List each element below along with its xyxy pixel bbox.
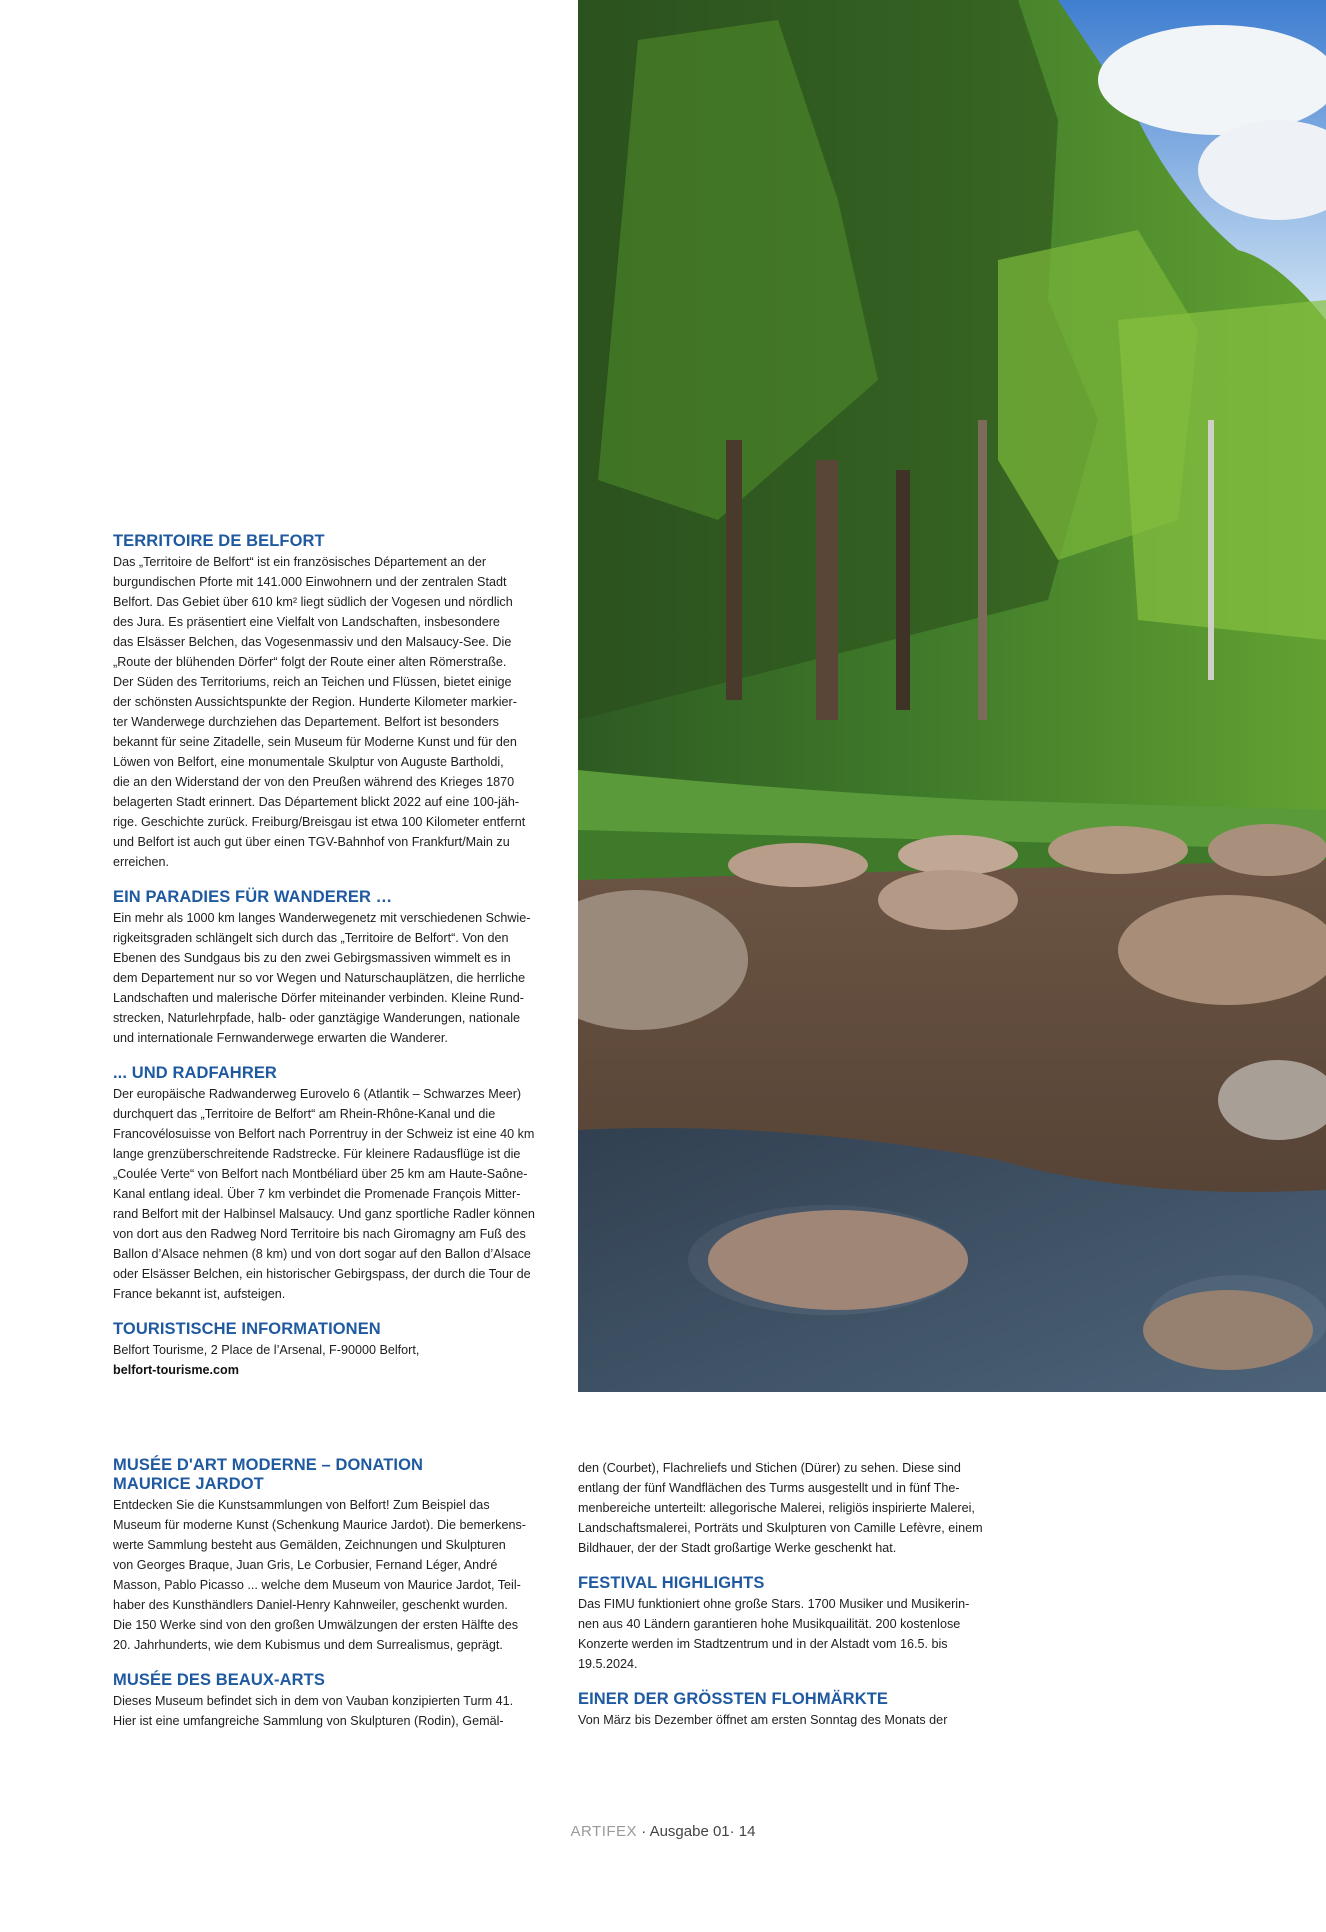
text-flohmarkt: Von März bis Dezember öffnet am ersten Sonntag des Monats der	[578, 1713, 948, 1727]
lower-left-column	[113, 1456, 573, 1747]
heading-festival: FESTIVAL HIGHLIGHTS	[578, 1574, 765, 1592]
link-belfort-tourisme[interactable]: belfort-tourisme.com	[113, 1363, 239, 1377]
section-territoire	[113, 532, 573, 872]
text-festival: Das FIMU funktioniert ohne große Stars. 1700 Musiker und Musikerin- nen aus 40 Ländern garantieren hohe Musikquailität. 200 kostenlose Konzerte werden im Stadtzentrum und in der Alstadt vom 16.5. bis 19.5.2024.	[578, 1597, 970, 1671]
footer-issue: · Ausgabe 01· 14	[641, 1823, 756, 1840]
heading-beaux-arts: MUSÉE DES BEAUX-ARTS	[113, 1671, 325, 1689]
text-wanderer: Ein mehr als 1000 km langes Wanderwegenetz mit verschiedenen Schwie- rigkeitsgraden schlängelt sich durch das „Territoire de Belfort“. Von den Ebenen des Sundgaus bis zu den zwei Gebirgsmassiven wimmelt es in dem Departement nur so vor Wegen und Naturschauplätzen, die herrliche Landschaften und malerische Dörfer miteinander verbinden. Kleine Rund- strecken, Naturlehrpfade, halb- oder ganztägige Wanderungen, nationale und internationale Fernwanderwege erwarten die Wanderer.	[113, 911, 531, 1045]
heading-musee-moderne-line1: MUSÉE D'ART MODERNE – DONATION	[113, 1456, 424, 1474]
heading-touristik: TOURISTISCHE INFORMATIONEN	[113, 1320, 381, 1338]
section-wanderer	[113, 888, 573, 1048]
heading-wanderer: EIN PARADIES FÜR WANDERER …	[113, 888, 393, 906]
section-beaux-arts	[113, 1671, 573, 1731]
section-flohmarkt	[578, 1690, 1038, 1730]
lower-right-column	[578, 1458, 1038, 1746]
heading-radfahrer: ... UND RADFAHRER	[113, 1064, 277, 1082]
upper-article-column	[113, 532, 573, 1396]
text-touristik: Belfort Tourisme, 2 Place de l’Arsenal, F-90000 Belfort,	[113, 1343, 420, 1357]
text-beaux-arts-continued: den (Courbet), Flachreliefs und Stichen (Dürer) zu sehen. Diese sind entlang der fünf Wandflächen des Turms ausgestellt und in fünf The- menbereiche unterteilt: allegorische Malerei, religiös inspirierte Malerei, Landschaftsmalerei, Porträts und Skulpturen von Camille Lefèvre, einem Bildhauer, der der Stadt großartige Werke geschenkt hat.	[578, 1461, 983, 1555]
section-festival	[578, 1574, 1038, 1674]
section-beaux-arts-continued	[578, 1458, 1038, 1558]
heading-flohmarkt: EINER DER GRÖSSTEN FLOHMÄRKTE	[578, 1690, 888, 1708]
text-territoire: Das „Territoire de Belfort“ ist ein französisches Département an der burgundischen Pforte mit 141.000 Einwohnern und der zentralen Stadt Belfort. Das Gebiet über 610 km² liegt südlich der Vogesen und nördlich des Jura. Es präsentiert eine Vielfalt von Landschaften, insbesondere das Elsässer Belchen, das Vogesenmassiv und den Malsaucy-See. Die „Route der blühenden Dörfer“ folgt der Route einer alten Römerstraße. Der Süden des Territoriums, reich an Teichen und Flüssen, bietet einige der schönsten Aussichtspunkte der Region. Hunderte Kilometer markier- ter Wanderwege durchziehen das Departement. Belfort ist besonders bekannt für seine Zitadelle, sein Museum für Moderne Kunst und für den Löwen von Belfort, eine monumentale Skulptur von Auguste Bartholdi, die an den Widerstand der von den Preußen während des Krieges 1870 belagerten Stadt erinnert. Das Département blickt 2022 auf eine 100-jäh- rige. Geschichte zurück. Freiburg/Breisgau ist etwa 100 Kilometer entfernt und Belfort ist auch gut über einen TGV-Bahnhof von Frankfurt/Main zu erreichen.	[113, 555, 526, 869]
heading-musee-moderne-line2: MAURICE JARDOT	[113, 1475, 264, 1493]
footer-brand: ARTIFEX	[570, 1823, 638, 1840]
text-beaux-arts: Dieses Museum befindet sich in dem von Vauban konzipierten Turm 41. Hier ist eine umfangreiche Sammlung von Skulpturen (Rodin), Gemäl-	[113, 1694, 514, 1728]
heading-territoire: TERRITOIRE DE BELFORT	[113, 532, 325, 550]
text-radfahrer: Der europäische Radwanderweg Eurovelo 6 (Atlantik – Schwarzes Meer) durchquert das „Territoire de Belfort“ am Rhein-Rhône-Kanal und die Francovélosuisse von Belfort nach Porrentruy in der Schweiz ist eine 40 km lange grenzüberschreitende Radstrecke. Für kleinere Radausflüge ist die „Coulée Verte“ von Belfort nach Montbéliard über 25 km am Haute-Saône- Kanal entlang ideal. Über 7 km verbindet die Promenade François Mitter- rand Belfort mit der Halbinsel Malsaucy. Und ganz sportliche Radler können von dort aus den Radweg Nord Territoire bis nach Giromagny am Fuß des Ballon d’Alsace nehmen (8 km) und von dort sogar auf den Ballon d’Alsace oder Elsässer Belchen, ein historischer Gebirgspass, der durch die Tour de France bekannt ist, aufsteigen.	[113, 1087, 535, 1301]
section-touristik	[113, 1320, 573, 1380]
text-musee-moderne: Entdecken Sie die Kunstsammlungen von Belfort! Zum Beispiel das Museum für moderne Kunst (Schenkung Maurice Jardot). Die bemerkens- werte Sammlung besteht aus Gemälden, Zeichnungen und Skulpturen von Georges Braque, Juan Gris, Le Corbusier, Fernand Léger, André Masson, Pablo Picasso ... welche dem Museum von Maurice Jardot, Teil- haber des Kunsthändlers Daniel-Henry Kahnweiler, geschenkt wurden. Die 150 Werke sind von den großen Umwälzungen der ersten Hälfte des 20. Jahrhunderts, wie dem Kubismus und dem Surrealismus, geprägt.	[113, 1498, 526, 1652]
page-footer	[0, 1823, 1326, 1840]
section-musee-moderne	[113, 1456, 573, 1655]
section-radfahrer	[113, 1064, 573, 1304]
forest-stream-photo	[578, 0, 1326, 1392]
